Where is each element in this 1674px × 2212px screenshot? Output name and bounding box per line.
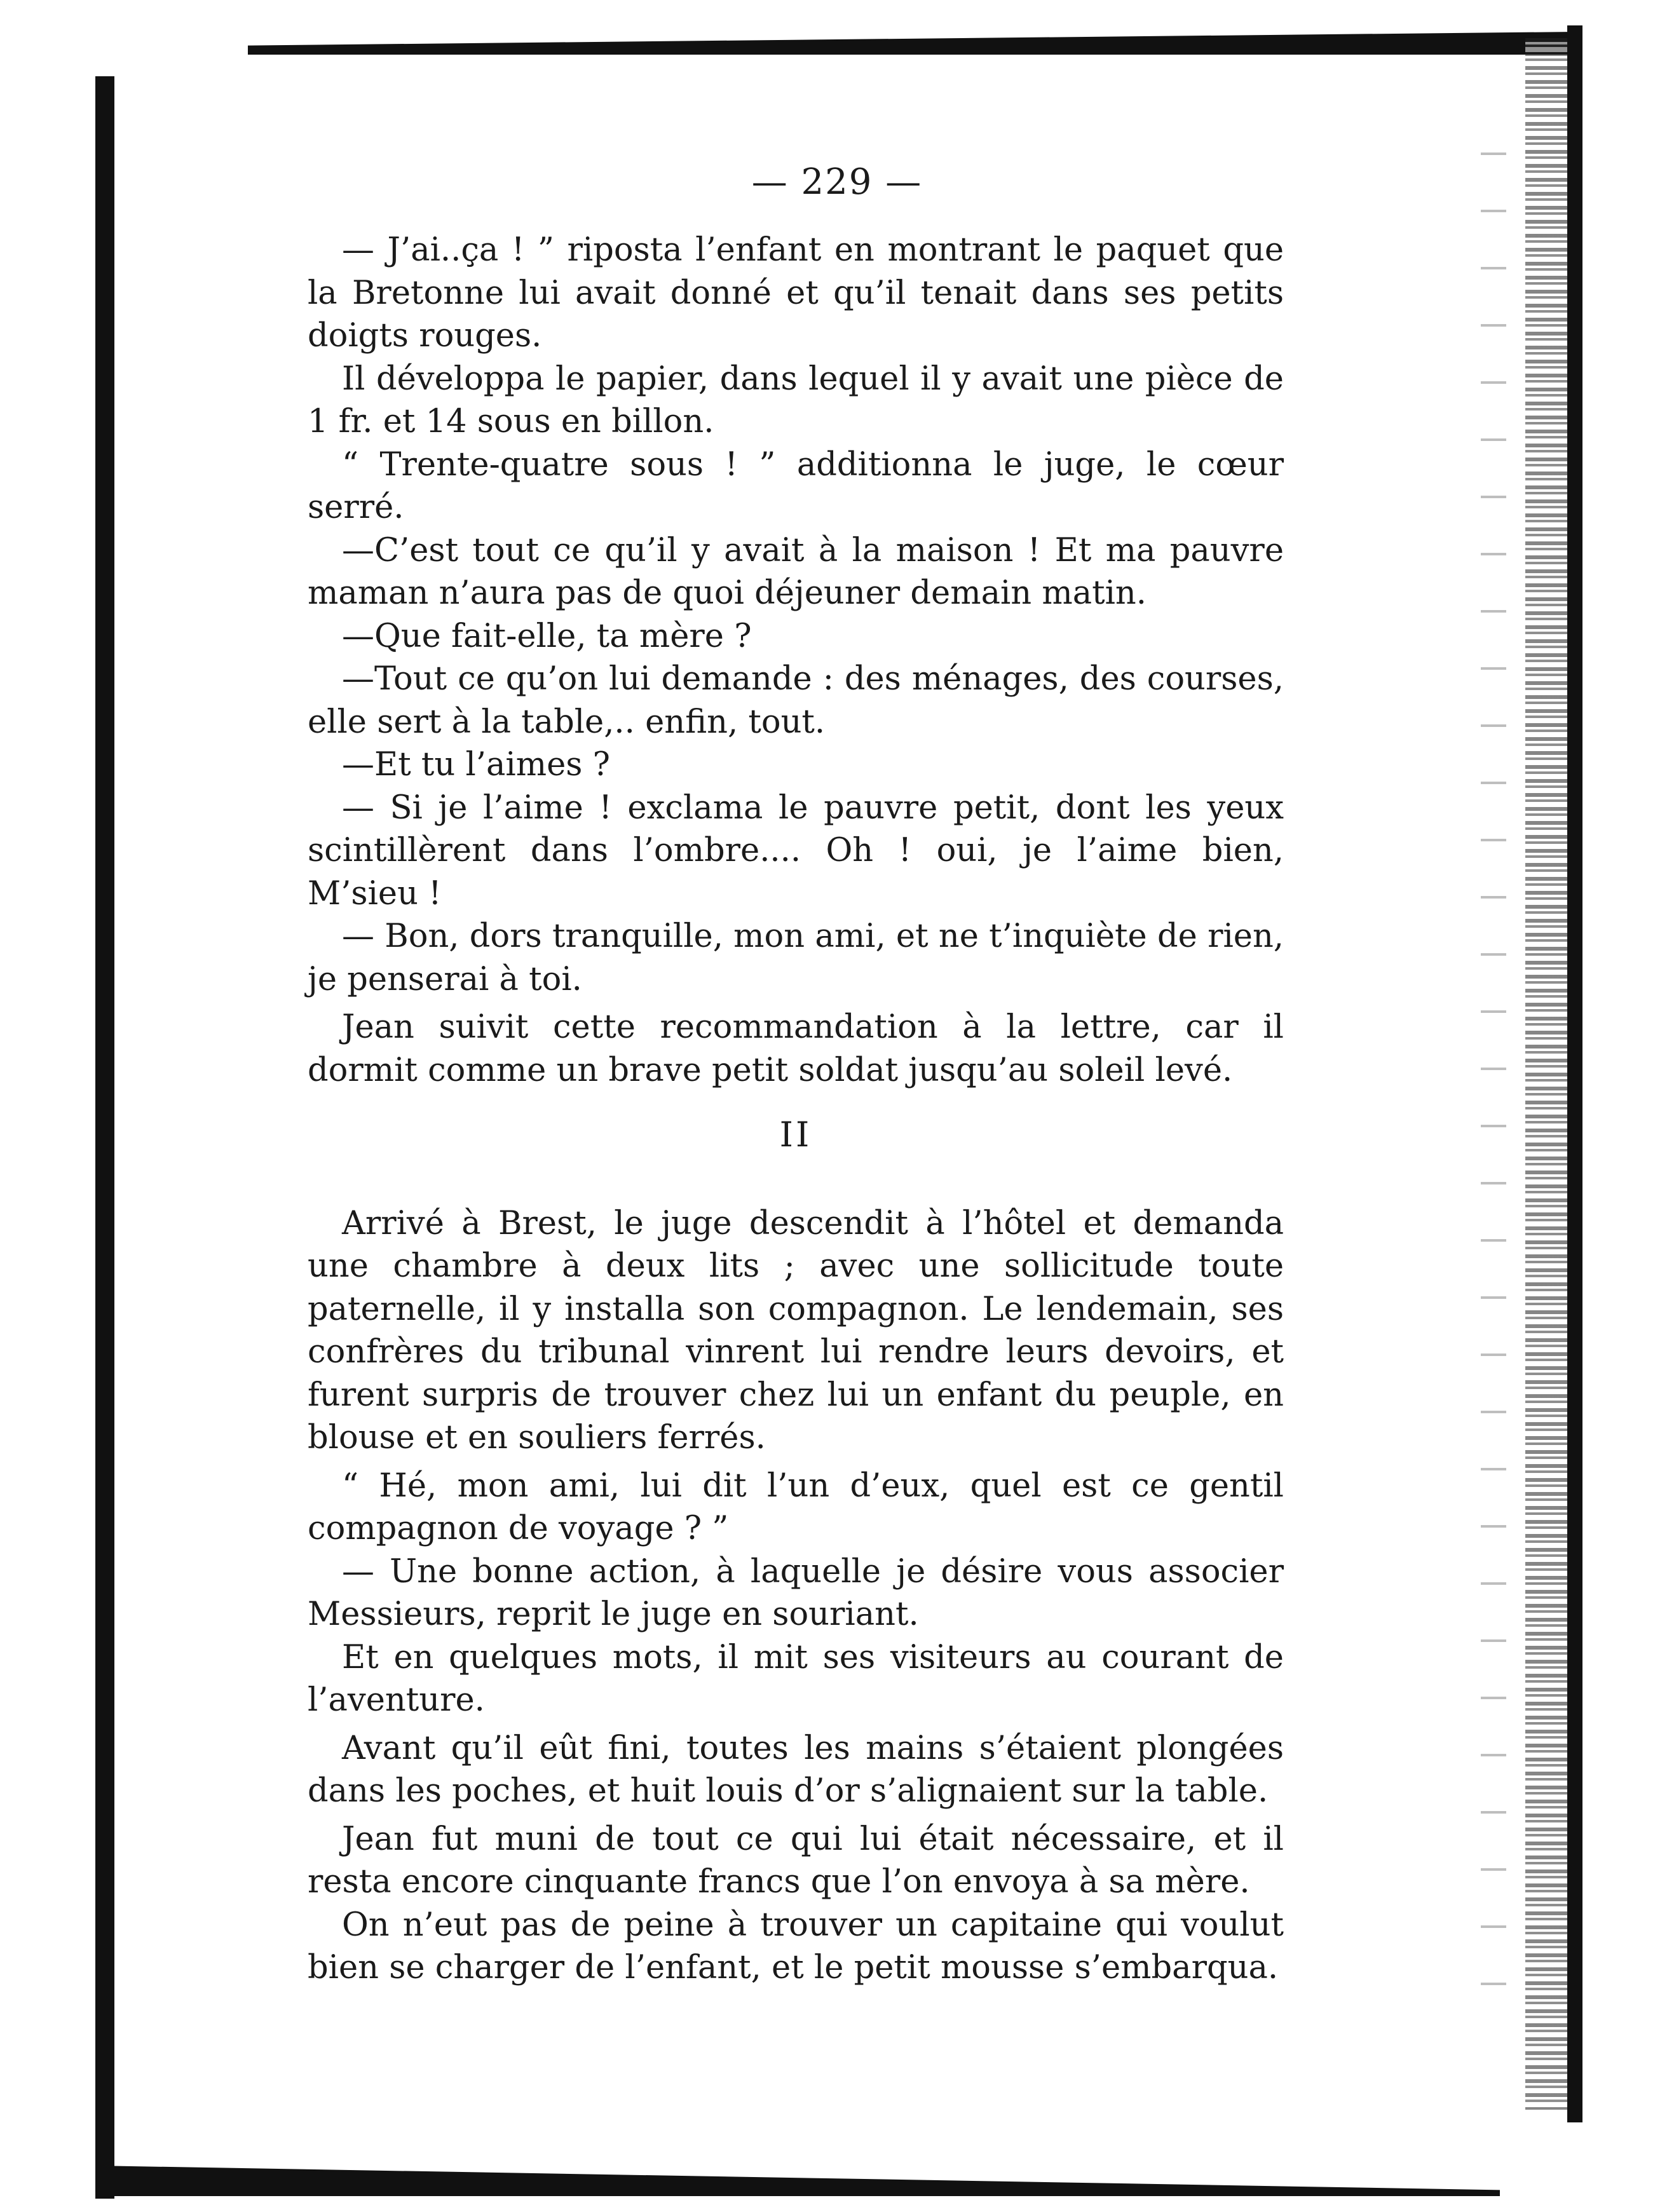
paragraph: — Bon, dors tranquille, mon ami, et ne t’inquiète de rien, je penserai à toi. bbox=[308, 918, 1284, 998]
page-number: — 229 — bbox=[751, 161, 923, 203]
paragraph: “ Hé, mon ami, lui dit l’un d’eux, quel est ce gentil compagnon de voyage ? ” bbox=[308, 1467, 1284, 1547]
section-heading: II bbox=[779, 1115, 812, 1155]
paragraph: — J’ai..ça ! ” riposta l’enfant en montrant le paquet que la Bretonne lui avait donné et qu’il tenait dans ses petits doigts rouges. bbox=[308, 231, 1284, 355]
scan-border-left bbox=[95, 76, 114, 2199]
paragraph: —C’est tout ce qu’il y avait à la maison ! Et ma pauvre maman n’aura pas de quoi déjeuner demain matin. bbox=[308, 531, 1284, 612]
page-body bbox=[308, 229, 1284, 1990]
paragraph: —Et tu l’aimes ? bbox=[342, 746, 610, 784]
paragraph: —Tout ce qu’on lui demande : des ménages, des courses, elle sert à la table,.. enfin, tout. bbox=[308, 660, 1284, 741]
paragraph: Avant qu’il eût fini, toutes les mains s’étaient plongées dans les poches, et huit louis d’or s’alignaient sur la table. bbox=[308, 1729, 1284, 1810]
paragraph: Et en quelques mots, il mit ses visiteurs au courant de l’aventure. bbox=[308, 1638, 1284, 1719]
paragraph: Jean fut muni de tout ce qui lui était nécessaire, et il resta encore cinquante francs que l’on envoya à sa mère. bbox=[308, 1820, 1284, 1901]
scan-border-top bbox=[248, 32, 1576, 55]
scan-border-right bbox=[1567, 25, 1582, 2122]
paragraph: Arrivé à Brest, le juge descendit à l’hôtel et demanda une chambre à deux lits ; avec une sollicitude toute paternelle, il y installa son compagnon. Le lendemain, ses confrères du tribunal vinrent lui rendre leurs devoirs, et furent surpris de trouver chez lui un enfant du peuple, en blouse et en souliers ferrés. bbox=[308, 1204, 1284, 1456]
paragraph: Il développa le papier, dans lequel il y avait une pièce de 1 fr. et 14 sous en billon. bbox=[308, 360, 1284, 440]
paragraph: —Que fait-elle, ta mère ? bbox=[342, 617, 752, 655]
scan-border-bottom bbox=[95, 2166, 1500, 2196]
paragraph: — Si je l’aime ! exclama le pauvre petit, dont les yeux scintillèrent dans l’ombre.... Oh ! oui, je l’aime bien, M’sieu ! bbox=[308, 789, 1284, 913]
scan-edge-noise bbox=[1481, 127, 1506, 2033]
paragraph: — Une bonne action, à laquelle je désire vous associer Messieurs, reprit le juge en souriant. bbox=[308, 1552, 1284, 1633]
paragraph: “ Trente-quatre sous ! ” additionna le juge, le cœur serré. bbox=[308, 445, 1284, 526]
paragraph: On n’eut pas de peine à trouver un capitaine qui voulut bien se charger de l’enfant, et le petit mousse s’embarqua. bbox=[308, 1906, 1284, 1986]
paragraph: Jean suivit cette recommandation à la lettre, car il dormit comme un brave petit soldat jusqu’au soleil levé. bbox=[308, 1008, 1284, 1089]
